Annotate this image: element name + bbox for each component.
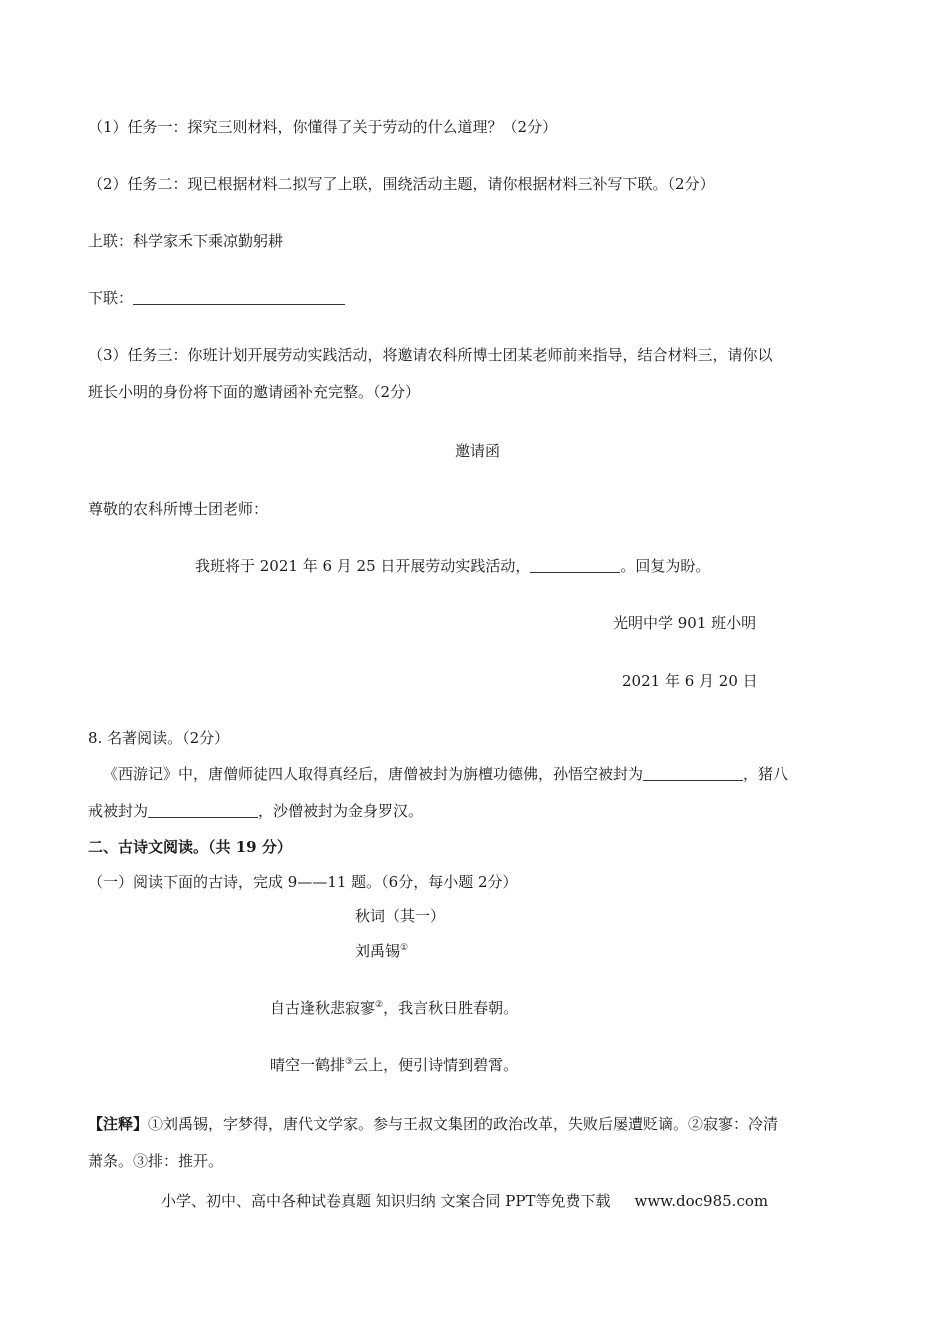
notes-text1: ①刘禹锡，字梦得，唐代文学家。参与王叔文集团的政治改革，失败后屡遭贬谪。②寂寥：冷清 <box>148 1115 779 1133</box>
footer-text: 小学、初中、高中各种试卷真题 知识归纳 文案合同 PPT等免费下载 <box>161 1192 611 1210</box>
q8-heading: 8. 名著阅读。（2分） <box>88 729 230 747</box>
invitation-salutation: 尊敬的农科所博士团老师： <box>88 500 269 518</box>
q8-line1-before: 《西游记》中，唐僧师徒四人取得真经后，唐僧被封为旃檀功德佛，孙悟空被封为 <box>103 765 644 783</box>
task3-line1: （3）任务三：你班计划开展劳动实践活动，将邀请农科所博士团某老师前来指导，结合材料三，请你以 <box>88 346 773 364</box>
task3-line2: 班长小明的身份将下面的邀请函补充完整。（2分） <box>88 383 421 401</box>
notes-label: 【注释】 <box>88 1115 149 1133</box>
poem-line2-a: 晴空一鹤排 <box>270 1056 346 1074</box>
q8-line2-after: ，沙僧被封为金身罗汉。 <box>258 802 424 820</box>
poem-line1-b: ，我言秋日胜春朝。 <box>383 999 519 1017</box>
invitation-date: 2021 年 6 月 20 日 <box>622 672 758 690</box>
q8-line1 <box>103 764 788 784</box>
invitation-signature: 光明中学 901 班小明 <box>613 614 757 632</box>
poem-author-name: 刘禹锡 <box>355 942 401 960</box>
invitation-body <box>195 556 710 576</box>
notes-line2: 萧条。③排：推开。 <box>88 1152 224 1170</box>
poem-title: 秋词（其一） <box>355 907 446 925</box>
poem-author-note: ① <box>400 943 409 953</box>
poem-line2-note: ③ <box>345 1057 354 1067</box>
poem-line2 <box>270 1055 518 1075</box>
q8-line2 <box>88 801 423 821</box>
invitation-body-after: 。回复为盼。 <box>620 557 711 575</box>
invitation-body-before: 我班将于 2021 年 6 月 25 日开展劳动实践活动， <box>195 557 531 575</box>
q8-line2-before: 戒被封为 <box>88 802 149 820</box>
upper-couplet: 上联：科学家禾下乘凉勤躬耕 <box>88 232 284 250</box>
section2-part1: （一）阅读下面的古诗，完成 9——11 题。（6分，每小题 2分） <box>88 873 518 891</box>
section2-heading: 二、古诗文阅读。（共 19 分） <box>88 838 292 856</box>
lower-couplet-blank <box>133 288 345 305</box>
poem-line1 <box>270 998 518 1018</box>
poem-author <box>355 941 408 961</box>
footer-url[interactable]: www.doc985.com <box>634 1192 769 1210</box>
invitation-blank <box>530 556 620 573</box>
poem-line1-a: 自古逢秋悲寂寥 <box>270 999 376 1017</box>
q8-blank-zhubajie <box>148 801 258 818</box>
task2-text: （2）任务二：现已根据材料二拟写了上联，围绕活动主题，请你根据材料三补写下联。（2分） <box>88 175 715 193</box>
notes-line1 <box>88 1114 778 1134</box>
poem-line2-b: 云上，便引诗情到碧霄。 <box>353 1056 519 1074</box>
lower-couplet-label: 下联： <box>88 289 134 307</box>
poem-line1-note: ② <box>375 1000 384 1010</box>
q8-blank-sunwukong <box>643 764 743 781</box>
task1-text: （1）任务一：探究三则材料，你懂得了关于劳动的什么道理？（2分） <box>88 118 558 136</box>
lower-couplet <box>88 288 345 308</box>
footer <box>161 1191 768 1211</box>
invitation-title: 邀请函 <box>455 442 501 460</box>
q8-line1-after: ，猪八 <box>743 765 789 783</box>
